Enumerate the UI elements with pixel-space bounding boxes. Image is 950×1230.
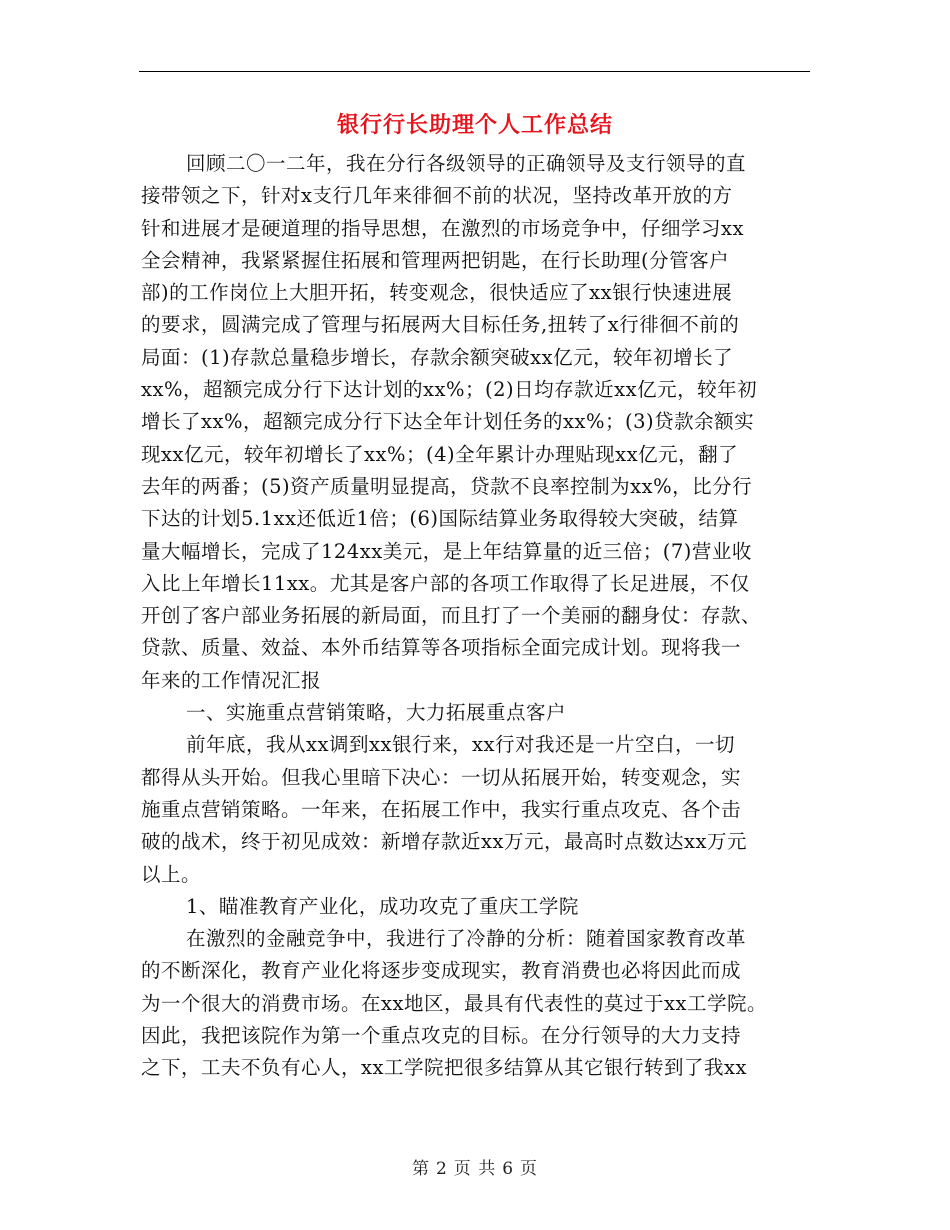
body-line: 的不断深化，教育产业化将逐步变成现实，教育消费也必将因此而成	[141, 959, 742, 983]
body-line: 部)的工作岗位上大胆开拓，转变观念，很快适应了xx银行快速进展	[141, 281, 733, 305]
body-line: 回顾二〇一二年，我在分行各级领导的正确领导及支行领导的直	[186, 152, 747, 175]
body-line: 现xx亿元，较年初增长了xx%；(4)全年累计办理贴现xx亿元，翻了	[141, 442, 739, 466]
body-line: 以上。	[141, 862, 202, 886]
footer-total-pages: 6	[502, 1159, 515, 1179]
body-line: 都得从头开始。但我心里暗下决心：一切从拓展开始，转变观念，实	[141, 765, 742, 789]
body-line: 局面：(1)存款总量稳步增长，存款余额突破xx亿元，较年初增长了	[141, 345, 734, 369]
body-line: 增长了xx%，超额完成分行下达全年计划任务的xx%；(3)贷款余额实	[141, 410, 755, 434]
body-line: 前年底，我从xx调到xx银行来，xx行对我还是一片空白，一切	[186, 733, 735, 757]
body-line: 量大幅增长，完成了124xx美元，是上年结算量的近三倍；(7)营业收	[141, 539, 752, 563]
body-line: 在激烈的金融竞争中，我进行了冷静的分析：随着国家教育改革	[186, 927, 747, 951]
body-line: 施重点营销策略。一年来，在拓展工作中，我实行重点攻克、各个击	[141, 797, 742, 821]
body-line: 下达的计划5.1xx还低近1倍；(6)国际结算业务取得较大突破，结算	[141, 507, 739, 531]
body-line: xx%，超额完成分行下达计划的xx%；(2)日均存款近xx亿元，较年初	[141, 378, 758, 402]
body-line: 全会精神，我紧紧握住拓展和管理两把钥匙，在行长助理(分管客户	[141, 248, 730, 272]
body-line: 针和进展才是硬道理的指导思想，在激烈的市场竞争中，仔细学习xx	[141, 216, 744, 240]
document-title: 银行行长助理个人工作总结	[336, 112, 613, 138]
body-line: 1、瞄准教育产业化，成功攻克了重庆工学院	[186, 894, 579, 918]
body-line: 开创了客户部业务拓展的新局面，而且打了一个美丽的翻身仗：存款、	[141, 604, 762, 628]
body-line: 之下，工夫不负有心人，xx工学院把很多结算从其它银行转到了我xx	[141, 1056, 747, 1080]
body-line: 一、实施重点营销策略，大力拓展重点客户	[186, 701, 567, 725]
body-line: 去年的两番；(5)资产质量明显提高，贷款不良率控制为xx%，比分行	[141, 474, 753, 498]
header-rule	[139, 71, 810, 72]
body-line: 接带领之下，针对x支行几年来徘徊不前的状况，坚持改革开放的方	[141, 184, 733, 208]
body-line: 破的战术，终于初见成效：新增存款近xx万元，最高时点数达xx万元	[141, 830, 747, 854]
body-line: 贷款、质量、效益、本外币结算等各项指标全面完成计划。现将我一	[141, 636, 742, 660]
body-line: 年来的工作情况汇报	[141, 668, 322, 692]
footer-mid: 页 共	[453, 1159, 497, 1179]
body-line: 的要求，圆满完成了管理与拓展两大目标任务,扭转了x行徘徊不前的	[141, 313, 740, 337]
footer-current-page: 2	[435, 1159, 448, 1179]
footer-prefix: 第	[411, 1159, 430, 1179]
page-footer	[0, 1154, 950, 1179]
footer-suffix: 页	[520, 1159, 539, 1179]
document-body	[141, 148, 813, 1085]
body-line: 为一个很大的消费市场。在xx地区，最具有代表性的莫过于xx工学院。	[141, 991, 767, 1015]
body-line: 入比上年增长11xx。尤其是客户部的各项工作取得了长足进展，不仅	[141, 571, 750, 595]
body-line: 因此，我把该院作为第一个重点攻克的目标。在分行领导的大力支持	[141, 1024, 742, 1048]
